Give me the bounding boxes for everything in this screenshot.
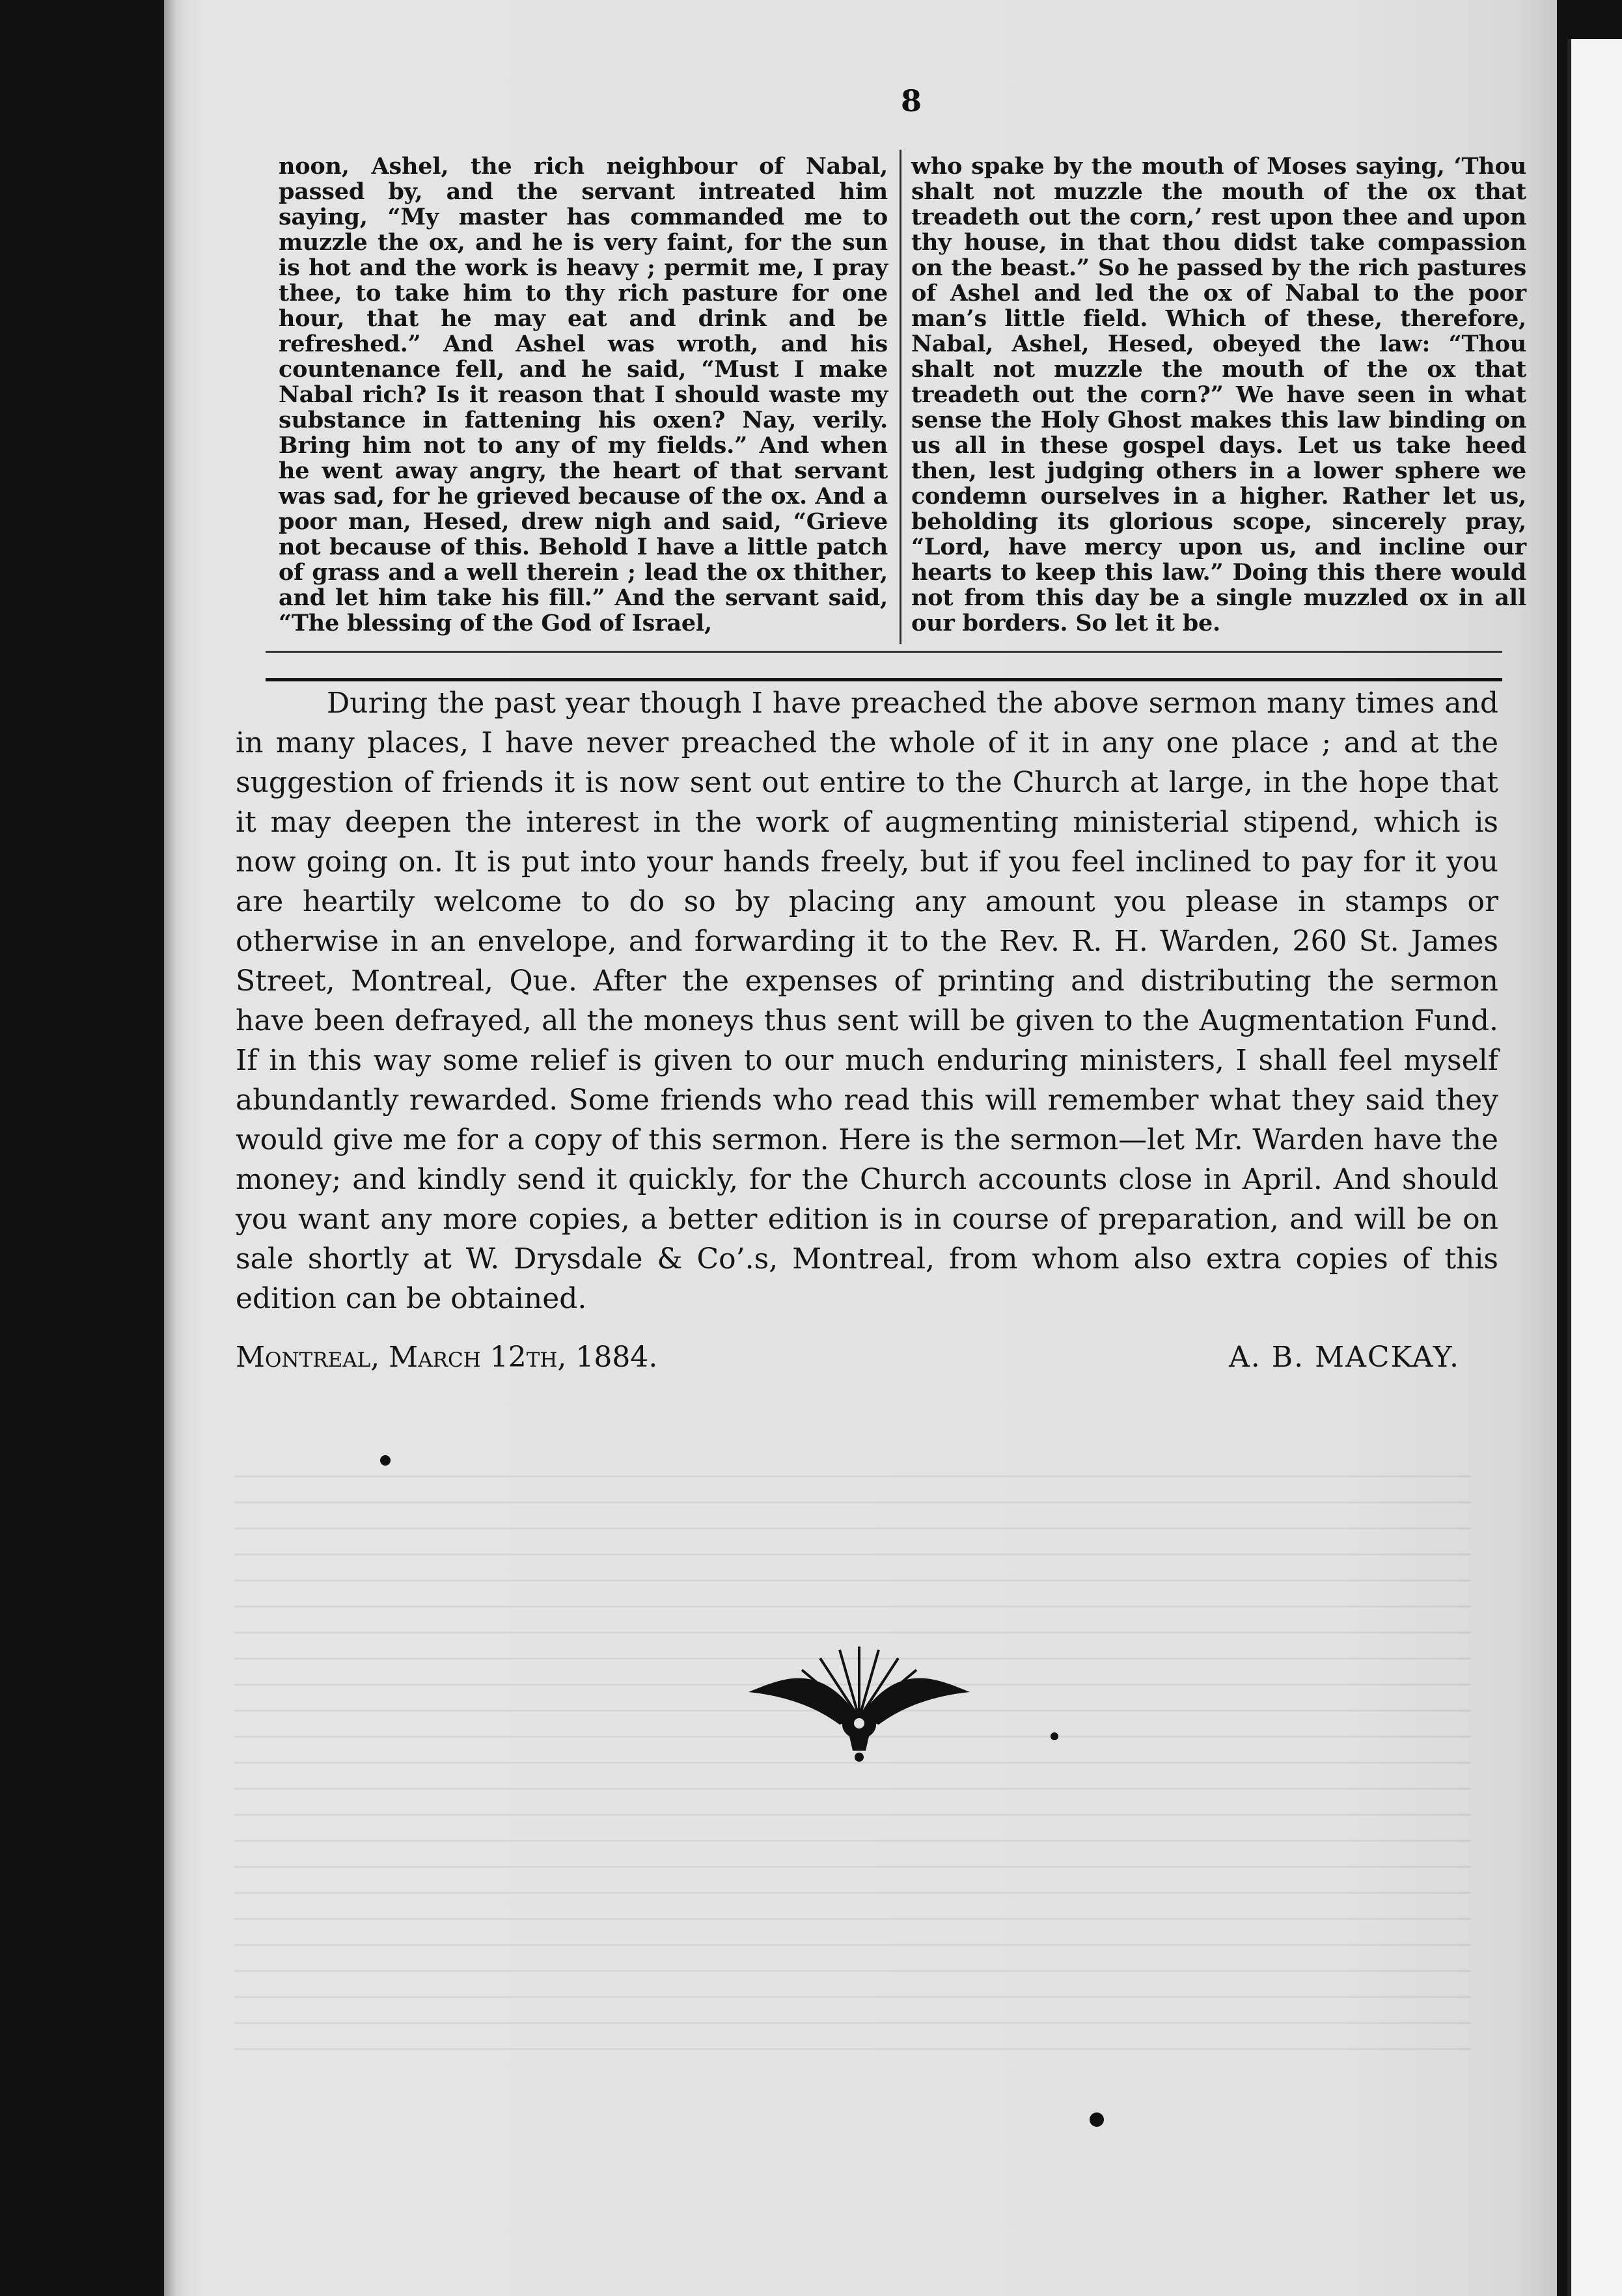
page-edge-shadow [164,0,176,2296]
place-and-date: Montreal, March 12th, 1884. [236,1341,658,1374]
section-rule-thin [266,651,1502,653]
page-number: 8 [900,83,922,118]
sermon-left-column [279,154,888,636]
ink-speck [1051,1732,1058,1740]
fan-ornament-icon [742,1620,976,1764]
ink-speck [380,1455,391,1466]
sermon-right-text: who spake by the mouth of Moses saying, ‘Thou shalt not muzzle the mouth of the ox that treadeth out the corn,’ rest upon thee and upon thy house, in that thou didst take compassion on the beast.” So he passed by the rich pastures of Ashel and led the ox of Nabal to the poor man’s little field. Which of these, therefore, Nabal, Ashel, Hesed, obeyed the law: “Thou shalt not muzzle the mouth of the ox that treadeth out the corn?” We have seen in what sense the Holy Ghost makes this law binding on us all in these gospel days. Let us take heed then, lest judging others in a lower sphere we condemn ourselves in a higher. Rather let us, beholding its glorious scope, sincerely pray, “Lord, have mercy upon us, and incline our hearts to keep this law.” Doing this there would not from this day be a single muzzled ox in all our borders. So let it be. [911,153,1526,636]
next-page-edge [1567,39,1622,2296]
ink-speck [1090,2112,1104,2127]
sermon-right-column [911,154,1526,636]
sermon-left-text: noon, Ashel, the rich neighbour of Nabal, passed by, and the servant intreated him saying, “My master has commanded me to muzzle the ox, and he is very faint, for the sun is hot and the work is heavy ; permit me, I pray thee, to take him to thy rich pasture for one hour, that he may eat and drink and be refreshed.” And Ashel was wroth, and his countenance fell, and he said, “Must I make Nabal rich? Is it reason that I should waste my substance in fattening his oxen? Nay, verily. Bring him not to any of my fields.” And when he went away angry, the heart of that servant was sad, for he grieved because of the ox. And a poor man, Hesed, drew nigh and said, “Grieve not because of this. Behold I have a little patch of grass and a well therein ; lead the ox thither, and let him take his fill.” And the servant said, “The blessing of the God of Israel, [279,153,888,636]
author-signature: A. B. MACKAY. [1229,1341,1460,1374]
column-divider [900,150,901,644]
author-note-paragraph: During the past year though I have preached the above sermon many times and in many places, I have never preached the whole of it in any one place ; and at the suggestion of friends it is now sent out entire to the Church at large, in the hope that it may deepen the interest in the work of augmenting ministerial stipend, which is now going on. It is put into your hands freely, but if you feel inclined to pay for it you are heartily welcome to do so by placing any amount you please in stamps or otherwise in an envelope, and forwarding it to the Rev. R. H. Warden, 260 St. James Street, Montreal, Que. After the expenses of printing and distributing the sermon have been defrayed, all the moneys thus sent will be given to the Augmentation Fund. If in this way some relief is given to our much enduring ministers, I shall feel myself abundantly rewarded. Some friends who read this will remember what they said they would give me for a copy of this sermon. Here is the sermon—let Mr. Warden have the money; and kindly send it quickly, for the Church accounts close in April. And should you want any more copies, a better edition is in course of preparation, and will be on sale shortly at W. Drysdale & Co’.s, Montreal, from whom also extra copies of this edition can be obtained. [236,687,1498,1315]
section-rule-thick [266,678,1502,681]
